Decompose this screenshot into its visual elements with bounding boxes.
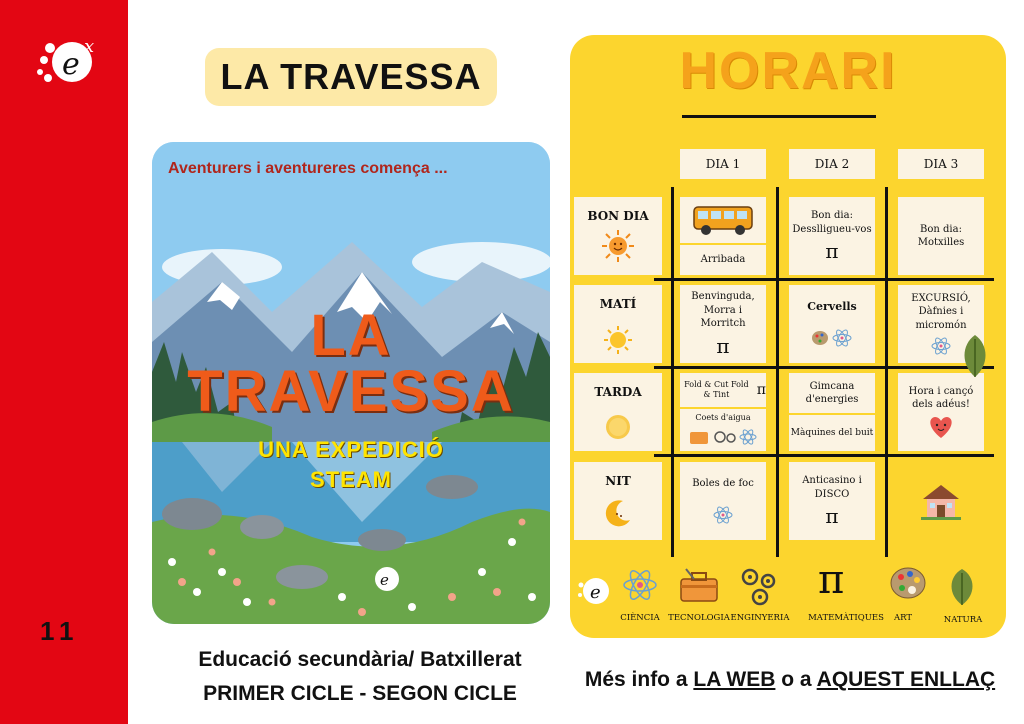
row-label-bon-dia bbox=[574, 197, 662, 275]
row-label-text: BON DIA bbox=[587, 209, 649, 223]
schedule-cell-d2-nit bbox=[789, 462, 875, 540]
pi-icon: π bbox=[825, 239, 839, 263]
audience-line2: PRIMER CICLE - SEGON CICLE bbox=[203, 682, 517, 705]
bus-icon bbox=[692, 203, 754, 237]
svg-text:x: x bbox=[84, 36, 95, 57]
tech-gears-icon bbox=[688, 427, 758, 447]
web-link[interactable]: LA WEB bbox=[693, 668, 776, 691]
sun-face-icon bbox=[601, 229, 635, 263]
svg-text:e: e bbox=[62, 47, 80, 82]
svg-text:e: e bbox=[590, 582, 601, 603]
house-icon bbox=[919, 479, 963, 523]
schedule-cell-d1-mati bbox=[680, 285, 766, 363]
schedule-cell-d3-bon-dia: Bon dia: Motxilles bbox=[898, 197, 984, 275]
legend-technology: TECNOLOGIA bbox=[668, 613, 730, 623]
math-pi-icon: π bbox=[818, 557, 845, 603]
schedule-cell-d1-tarda-b bbox=[680, 409, 766, 451]
grid-line bbox=[654, 366, 994, 369]
art-palette-atom-icon bbox=[810, 328, 854, 348]
atom-icon bbox=[712, 505, 734, 525]
technology-toolbox-icon bbox=[678, 565, 720, 605]
legend-art: ART bbox=[893, 613, 913, 623]
heart-icon bbox=[926, 414, 956, 440]
grid-line bbox=[654, 454, 994, 457]
poster-subtitle-line1: UNA EXPEDICIÓ bbox=[258, 437, 444, 462]
row-label-text: NIT bbox=[605, 474, 631, 488]
cell-text: Fold & Cut Fold & Tint bbox=[684, 380, 749, 399]
more-info-line bbox=[560, 668, 1020, 692]
audience-line1: Educació secundària/ Batxillerat bbox=[198, 648, 522, 671]
cell-text: Cervells bbox=[807, 299, 857, 313]
cell-text: Benvinguda, Morra i Morritch bbox=[691, 291, 755, 330]
poster-title-line1: LA bbox=[310, 303, 392, 368]
row-label-text: MATÍ bbox=[599, 297, 637, 311]
svg-text:e: e bbox=[380, 571, 389, 589]
engineering-gears-icon bbox=[738, 565, 782, 607]
schedule-cell-d3-nit bbox=[898, 462, 984, 540]
schedule-cell-d2-bon-dia bbox=[789, 197, 875, 275]
day-header-2: DIA 2 bbox=[789, 149, 875, 179]
grid-line bbox=[671, 187, 674, 557]
legend-engineering: ENGINYERIA bbox=[730, 613, 790, 623]
schedule-cell-d2-mati bbox=[789, 285, 875, 363]
ex-logo-small-icon bbox=[576, 573, 610, 607]
poster-title-line2: TRAVESSA bbox=[187, 359, 515, 424]
row-label-tarda bbox=[574, 373, 662, 451]
schedule-cell-d1-nit bbox=[680, 462, 766, 540]
this-link[interactable]: AQUEST ENLLAÇ bbox=[816, 668, 996, 691]
art-palette-icon bbox=[888, 563, 928, 603]
legend-nature: NATURA bbox=[943, 615, 983, 625]
row-label-mati bbox=[574, 285, 662, 363]
pi-icon: π bbox=[756, 382, 766, 398]
grid-line bbox=[654, 278, 994, 281]
nature-leaf-icon bbox=[944, 567, 980, 607]
day-header-1: DIA 1 bbox=[680, 149, 766, 179]
grid-line bbox=[885, 187, 888, 557]
sunset-icon bbox=[604, 413, 632, 441]
more-info-middle: o a bbox=[775, 668, 817, 691]
atom-icon bbox=[930, 336, 952, 356]
science-atom-icon bbox=[620, 567, 660, 603]
sun-icon bbox=[603, 325, 633, 355]
cell-text: Coets d'aigua bbox=[695, 413, 751, 422]
page-number: 11 bbox=[40, 616, 80, 646]
legend-science: CIÈNCIA bbox=[620, 613, 660, 623]
row-label-text: TARDA bbox=[594, 385, 642, 399]
cell-text: Bon dia: Desslligueu-vos bbox=[792, 210, 872, 235]
ex-logo-icon bbox=[32, 30, 102, 92]
schedule-cell-d2-tarda-a: Gimcana d'energies bbox=[789, 373, 875, 413]
schedule-panel bbox=[570, 35, 1006, 638]
poster-subtitle-line2: STEAM bbox=[310, 467, 392, 492]
schedule-cell-d3-tarda bbox=[898, 373, 984, 451]
title-underline bbox=[682, 115, 876, 118]
pi-icon: π bbox=[716, 333, 730, 358]
legend-math: MATEMÀTIQUES bbox=[808, 613, 884, 623]
cell-text: Boles de foc bbox=[692, 478, 754, 490]
schedule-cell-d1-tarda-a bbox=[680, 373, 766, 407]
schedule-cell-d2-tarda-b: Màquines del buit bbox=[789, 415, 875, 451]
schedule-cell-d1-bon-dia: Arribada bbox=[680, 245, 766, 275]
leaf-decoration-icon bbox=[958, 333, 992, 379]
moon-icon bbox=[603, 498, 633, 528]
page-title: LA TRAVESSA bbox=[205, 48, 497, 106]
pi-icon: π bbox=[825, 504, 839, 528]
sidebar-band bbox=[0, 0, 128, 724]
schedule-title: HORARI bbox=[679, 42, 897, 100]
cell-text: Anticasino i DISCO bbox=[802, 475, 862, 500]
row-label-nit bbox=[574, 462, 662, 540]
more-info-prefix: Més info a bbox=[584, 668, 694, 691]
poster-tagline: Aventurers i aventureres comença ... bbox=[168, 160, 448, 177]
grid-line bbox=[776, 187, 779, 557]
cell-text: EXCURSIÓ, Dàfnies i micromón bbox=[911, 292, 971, 331]
bus-cell bbox=[680, 197, 766, 243]
cell-text: Hora i cançó dels adéus! bbox=[908, 385, 974, 410]
day-header-3: DIA 3 bbox=[898, 149, 984, 179]
poster-image bbox=[152, 142, 550, 624]
